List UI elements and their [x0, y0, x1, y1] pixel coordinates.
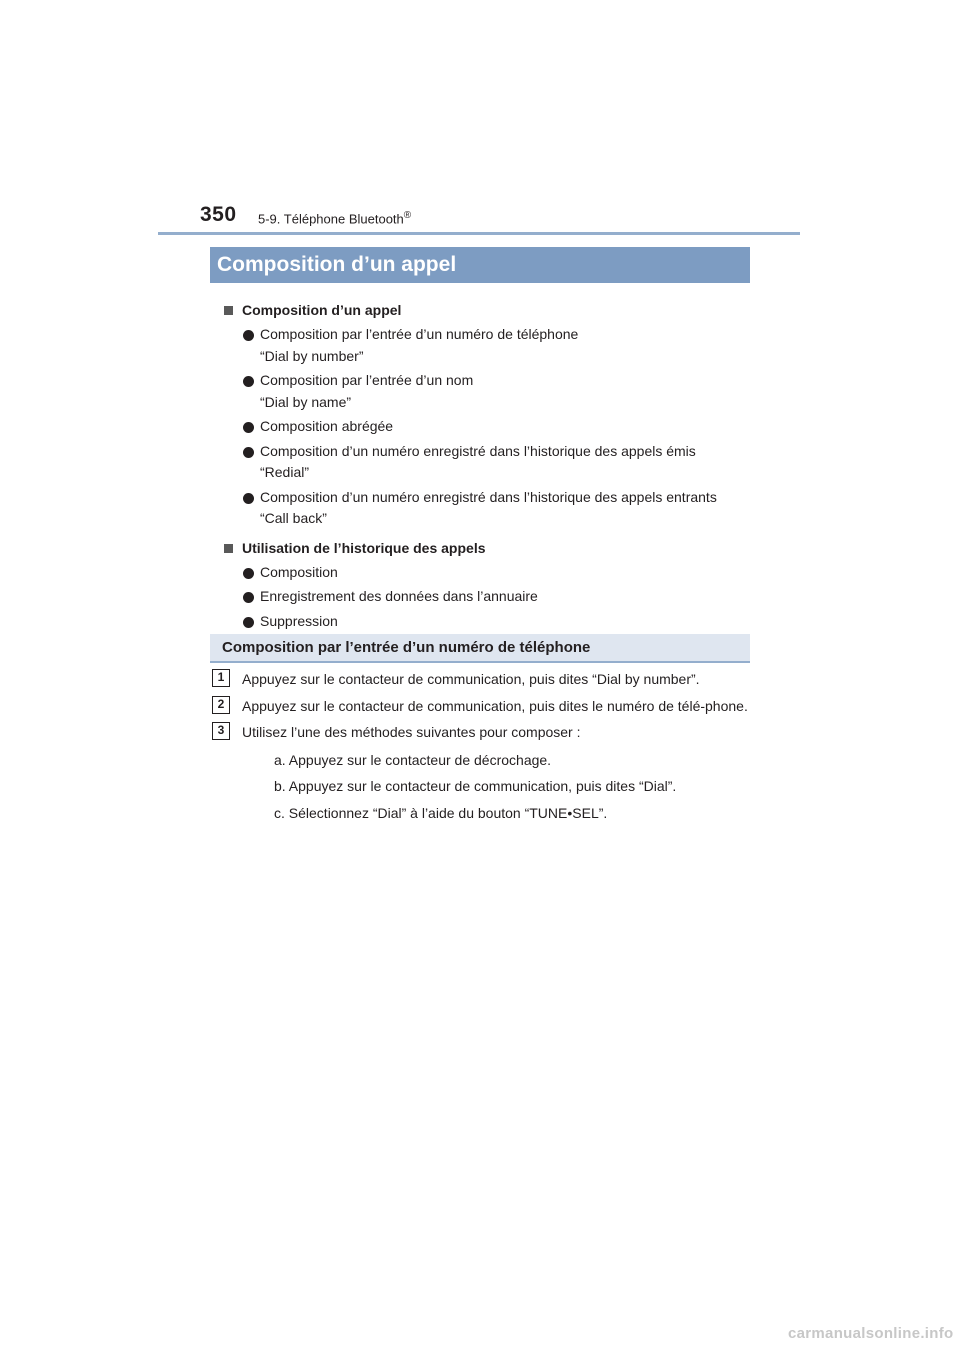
step-number: 2: [212, 696, 230, 714]
step: [210, 696, 750, 718]
circle-bullet-icon: [243, 330, 254, 341]
step-text: Appuyez sur le contacteur de communication, puis dites “Dial by number”.: [242, 671, 700, 687]
circle-bullet-icon: [243, 617, 254, 628]
section-reference: [258, 210, 411, 226]
circle-bullet-icon: [243, 422, 254, 433]
page-number: 350: [200, 203, 237, 226]
list-item: [210, 441, 755, 484]
option-item: c. Sélectionnez “Dial” à l’aide du bouton “TUNE•SEL”.: [274, 804, 608, 821]
group-heading: [224, 538, 755, 559]
list-item: [210, 611, 755, 633]
list-item-text: Composition: [260, 563, 338, 580]
list-item-subtext: “Dial by name”: [260, 393, 352, 410]
option-item: a. Appuyez sur le contacteur de décrochage.: [274, 751, 552, 768]
group-heading: [224, 300, 755, 321]
header-rule: [158, 232, 800, 235]
list-item-text: Composition d’un numéro enregistré dans l’historique des appels émis: [260, 442, 696, 459]
option-item: b. Appuyez sur le contacteur de communication, puis dites “Dial”.: [274, 778, 677, 794]
list-item-text: Enregistrement des données dans l’annuaire: [260, 588, 538, 604]
title-bar: [210, 247, 750, 283]
square-bullet-icon: [224, 544, 233, 553]
list-item-subtext: “Redial”: [260, 464, 310, 480]
list-item-text: Composition par l’entrée d’un numéro de téléphone: [260, 326, 579, 342]
steps: [210, 669, 750, 829]
bullet-list: [210, 324, 755, 530]
list-item: [210, 370, 755, 413]
page-title: Composition d’un appel: [217, 253, 457, 276]
list-item: [210, 416, 755, 438]
circle-bullet-icon: [243, 568, 254, 579]
content: [210, 300, 755, 635]
step-number: 1: [212, 669, 230, 687]
registered-mark: ®: [403, 210, 412, 221]
group-heading-text: Composition d’un appel: [242, 302, 402, 318]
list-item-subtext: “Dial by number”: [260, 347, 364, 364]
list-item: [210, 324, 755, 367]
list-item: [210, 562, 755, 584]
option-list: [242, 750, 750, 825]
list-item: [210, 586, 755, 608]
step-number: 3: [212, 722, 230, 740]
subsection-title: Composition par l’entrée d’un numéro de téléphone: [222, 639, 591, 656]
square-bullet-icon: [224, 306, 233, 315]
list-item-text: Composition d’un numéro enregistré dans l’historique des appels entrants: [260, 488, 717, 505]
step-text: Utilisez l’une des méthodes suivantes pour composer :: [242, 724, 581, 740]
list-item-text: Suppression: [260, 612, 338, 629]
circle-bullet-icon: [243, 447, 254, 458]
step: [210, 722, 750, 824]
group-composition: [210, 300, 755, 530]
section-reference-text: 5-9. Téléphone Bluetooth: [258, 211, 404, 227]
circle-bullet-icon: [243, 493, 254, 504]
list-item-subtext: “Call back”: [260, 510, 327, 526]
bullet-list: [210, 562, 755, 633]
group-call-history: [210, 538, 755, 633]
circle-bullet-icon: [243, 376, 254, 387]
subsection-bar: [210, 634, 750, 663]
circle-bullet-icon: [243, 592, 254, 603]
list-item: [210, 487, 755, 530]
list-item-text: Composition par l’entrée d’un nom: [260, 372, 474, 388]
watermark: carmanualsonline.info: [788, 1325, 954, 1342]
step-text: Appuyez sur le contacteur de communication, puis dites le numéro de télé-phone.: [242, 697, 748, 714]
group-heading-text: Utilisation de l’historique des appels: [242, 539, 486, 556]
step: [210, 669, 750, 691]
list-item-text: Composition abrégée: [260, 418, 394, 434]
